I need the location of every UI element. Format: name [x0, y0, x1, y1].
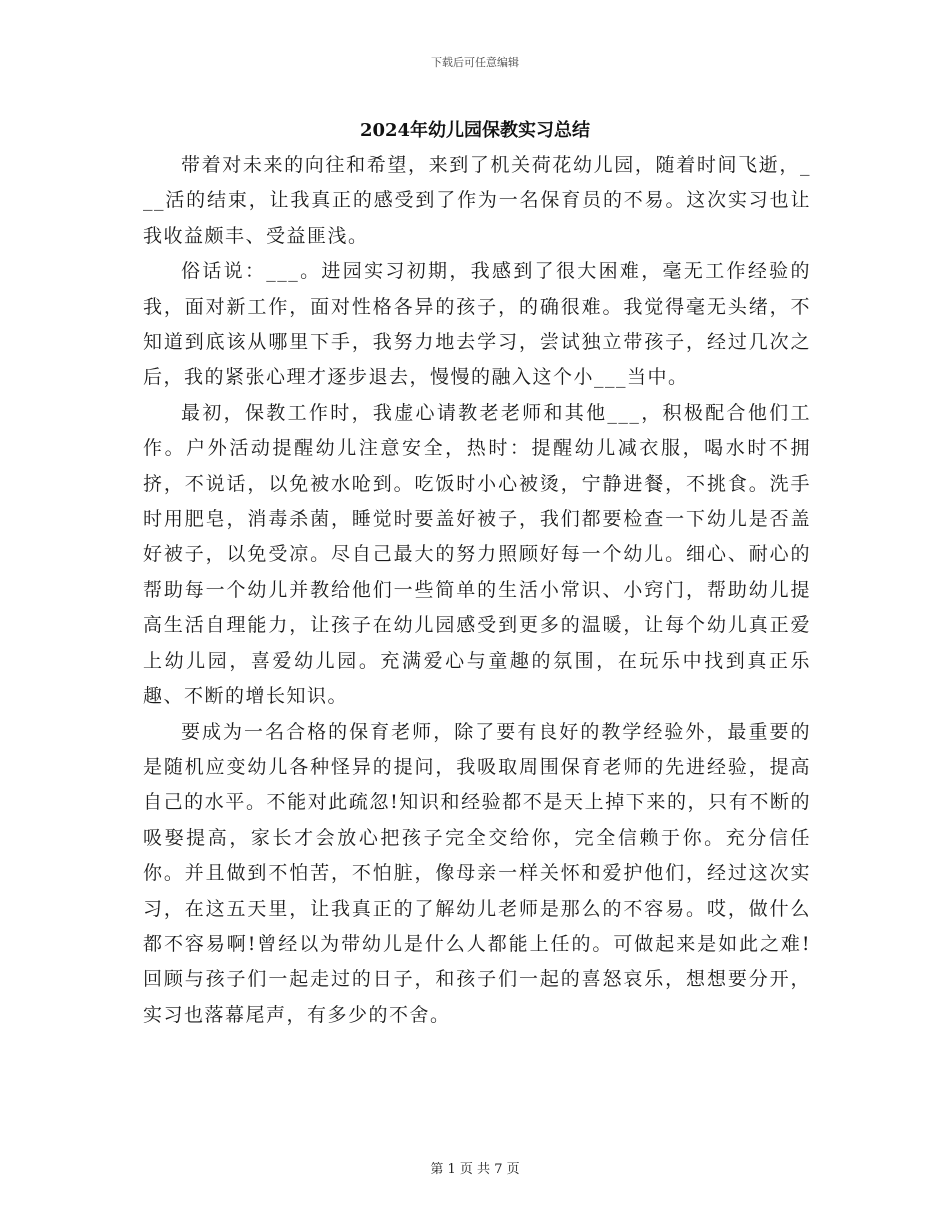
paragraph-2: 俗话说：___。进园实习初期，我感到了很大困难，毫无工作经验的我，面对新工作，面对性格各异的孩子，的确很难。我觉得毫无头绪，不知道到底该从哪里下手，我努力地去学习，尝试独立带孩子，经过几次之后，我的紧张心理才逐步退去，慢慢的融入这个小___当中。 [143, 260, 811, 389]
page-number: 第 1 页 共 7 页 [430, 1162, 520, 1177]
paragraph-3: 最初，保教工作时，我虚心请教老老师和其他___，积极配合他们工作。户外活动提醒幼儿注意安全，热时：提醒幼儿减衣服，喝水时不拥挤，不说话，以免被水呛到。吃饭时小心被烫，宁静进餐，不挑食。洗手时用肥皂，消毒杀菌，睡觉时要盖好被子，我们都要检查一下幼儿是否盖好被子，以免受凉。尽自己最大的努力照顾好每一个幼儿。细心、耐心的帮助每一个幼儿并教给他们一些简单的生活小常识、小窍门，帮助幼儿提高生活自理能力，让孩子在幼儿园感受到更多的温暖，让每个幼儿真正爱上幼儿园，喜爱幼儿园。充满爱心与童趣的氛围，在玩乐中找到真正乐趣、不断的增长知识。 [143, 401, 811, 708]
paragraph-4: 要成为一名合格的保育老师，除了要有良好的教学经验外，最重要的是随机应变幼儿各种怪异的提问，我吸取周围保育老师的先进经验，提高自己的水平。不能对此疏忽!知识和经验都不是天上掉下来的，只有不断的吸娶提高，家长才会放心把孩子完全交给你，完全信赖于你。充分信任你。并且做到不怕苦，不怕脏，像母亲一样关怀和爱护他们，经过这次实习，在这五天里，让我真正的了解幼儿老师是那么的不容易。哎，做什么都不容易啊!曾经以为带幼儿是什么人都能上任的。可做起来是如此之难!回顾与孩子们一起走过的日子，和孩子们一起的喜怒哀乐，想想要分开，实习也落幕尾声，有多少的不舍。 [143, 720, 811, 1026]
header-note: 下载后可任意编辑 [431, 56, 519, 69]
document-title: 2024年幼儿园保教实习总结 [359, 120, 591, 141]
paragraph-1: 带着对未来的向往和希望，来到了机关荷花幼儿园，随着时间飞逝，___活的结束，让我真正的感受到了作为一名保育员的不易。这次实习也让我收益颇丰、受益匪浅。 [143, 154, 811, 247]
document-body [143, 148, 811, 1033]
